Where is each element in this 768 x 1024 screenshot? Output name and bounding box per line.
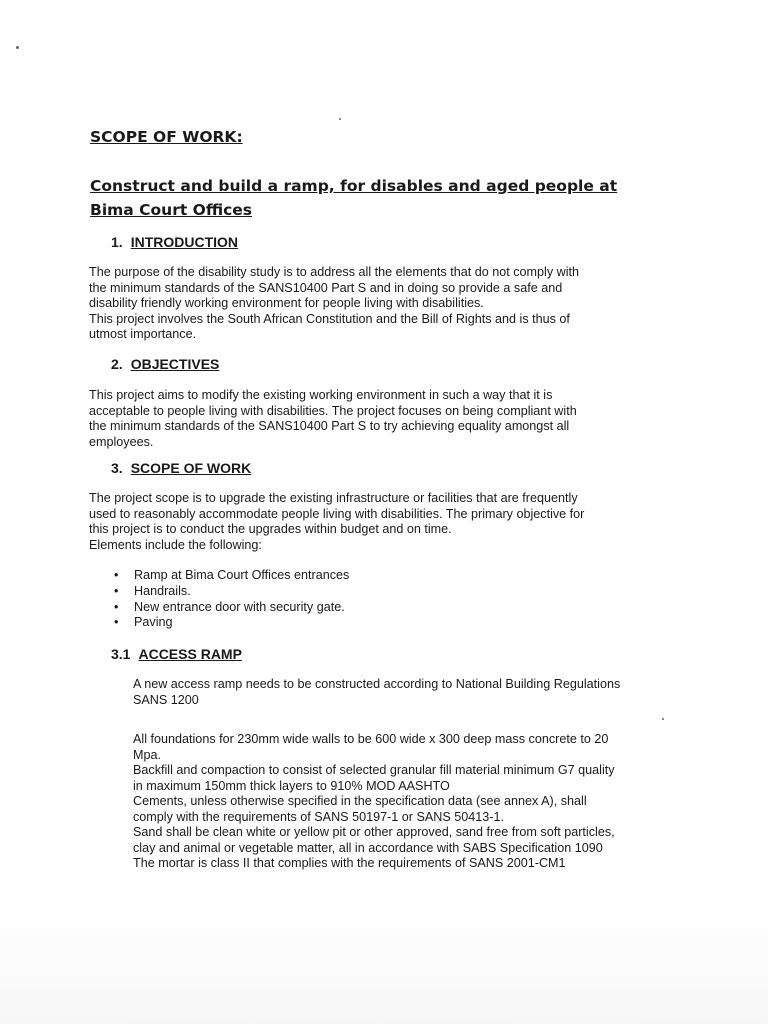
list-item: • Paving — [114, 615, 349, 631]
section-number: 1. — [111, 234, 123, 250]
section-heading-objectives — [111, 356, 219, 372]
text-line: utmost importance. — [89, 327, 197, 341]
text-line: Backfill and compaction to consist of selected granular fill material minimum G7 quality — [133, 763, 615, 777]
text-line: clay and animal or vegetable matter, all in accordance with SABS Specification 1090 — [133, 840, 603, 855]
text-line: disability friendly working environment for people living with disabilities. — [89, 296, 484, 310]
scan-speck — [662, 718, 664, 720]
access-ramp-specifications — [133, 732, 615, 872]
text-line: This project aims to modify the existing working environment in such a way that it is — [89, 388, 553, 402]
section-heading-access-ramp — [111, 646, 242, 662]
text-line: The purpose of the disability study is to address all the elements that do not comply with — [89, 265, 580, 279]
section-title: INTRODUCTION — [130, 234, 239, 250]
text-line: employees. — [89, 434, 154, 449]
text-line: used to reasonably accommodate people living with disabilities. The primary objective for — [89, 506, 585, 521]
elements-list — [114, 568, 349, 631]
text-line: The mortar is class II that complies with the requirements of SANS 2001-CM1 — [133, 856, 566, 870]
text-line: Mpa. — [133, 747, 161, 762]
introduction-paragraph — [89, 265, 579, 343]
text-line: the minimum standards of the SANS10400 Part S to try achieving equality amongst all — [89, 419, 570, 433]
list-item: • Ramp at Bima Court Offices entrances — [114, 568, 349, 584]
text-line: the minimum standards of the SANS10400 Part S and in doing so provide a safe and — [89, 280, 563, 295]
section-title: ACCESS RAMP — [138, 646, 242, 662]
scan-shadow — [0, 904, 768, 1024]
section-title: SCOPE OF WORK — [130, 460, 252, 476]
scan-speck — [16, 46, 19, 49]
section-number: 3.1 — [111, 646, 131, 662]
project-title: Construct and build a ramp, for disables and aged people at Bima Court Offices — [90, 177, 618, 219]
section-heading-introduction — [111, 234, 238, 250]
text-line: This project involves the South African Constitution and the Bill of Rights and is thus of — [89, 311, 570, 326]
scope-paragraph — [89, 491, 584, 553]
text-line: in maximum 150mm thick layers to 910% MOD AASHTO — [133, 778, 450, 793]
section-number: 3. — [111, 460, 123, 476]
scope-title: SCOPE OF WORK: — [90, 128, 243, 146]
section-title: OBJECTIVES — [130, 356, 220, 372]
text-line: Elements include the following: — [89, 537, 262, 552]
text-line: All foundations for 230mm wide walls to be 600 wide x 300 deep mass concrete to 20 — [133, 732, 609, 746]
text-line: The project scope is to upgrade the existing infrastructure or facilities that are frequently — [89, 491, 578, 505]
text-line: Cements, unless otherwise specified in the specification data (see annex A), shall — [133, 794, 587, 808]
list-item: • Handrails. — [114, 584, 349, 600]
objectives-paragraph — [89, 388, 577, 450]
text-line: acceptable to people living with disabilities. The project focuses on being compliant with — [89, 403, 577, 418]
list-item: • New entrance door with security gate. — [114, 600, 349, 616]
text-line: comply with the requirements of SANS 50197-1 or SANS 50413-1. — [133, 809, 505, 824]
section-heading-scope-of-work — [111, 460, 251, 476]
section-number: 2. — [111, 356, 123, 372]
access-ramp-intro — [133, 677, 620, 708]
text-line: SANS 1200 — [133, 692, 199, 707]
text-line: A new access ramp needs to be constructed according to National Building Regulations — [133, 677, 621, 691]
text-line: Sand shall be clean white or yellow pit or other approved, sand free from soft particles, — [133, 825, 615, 839]
text-line: this project is to conduct the upgrades within budget and on time. — [89, 522, 452, 536]
scan-speck — [339, 118, 341, 120]
